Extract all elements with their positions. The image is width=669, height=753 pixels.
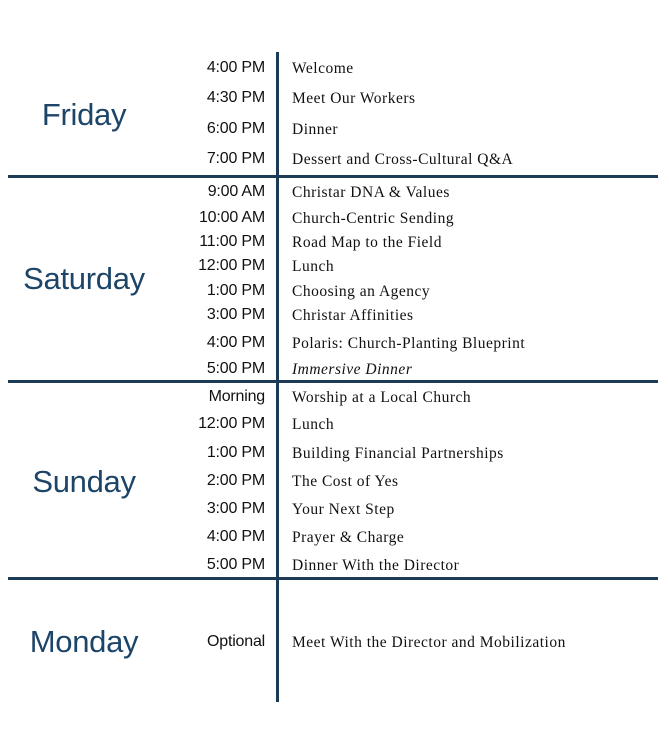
session-time: 5:00 PM <box>206 556 265 573</box>
day-divider <box>8 380 658 383</box>
session-event: Prayer & Charge <box>292 529 405 546</box>
session-event: Worship at a Local Church <box>292 389 472 406</box>
session-event: Dessert and Cross-Cultural Q&A <box>292 151 514 168</box>
session-time: 6:00 PM <box>206 120 265 137</box>
day-label-sunday: Sunday <box>32 464 136 499</box>
session-time: 7:00 PM <box>206 150 265 167</box>
session-time: Morning <box>208 388 265 405</box>
session-event: Lunch <box>292 416 335 433</box>
session-time: 10:00 AM <box>198 209 265 226</box>
session-time: 11:00 PM <box>199 233 265 250</box>
day-divider <box>8 577 658 580</box>
session-event: Church-Centric Sending <box>292 210 455 227</box>
session-event: Your Next Step <box>292 501 395 518</box>
session-time: 12:00 PM <box>198 257 265 274</box>
session-time: Optional <box>207 633 265 650</box>
session-time: 12:00 PM <box>198 415 265 432</box>
session-event: Choosing an Agency <box>292 283 431 300</box>
session-time: 1:00 PM <box>206 282 265 299</box>
session-event: Welcome <box>292 60 354 77</box>
session-event: Building Financial Partnerships <box>292 445 504 462</box>
session-event: Christar Affinities <box>292 307 414 324</box>
session-event: Meet Our Workers <box>292 90 416 107</box>
vertical-divider <box>276 52 279 702</box>
session-event: Road Map to the Field <box>292 234 442 251</box>
session-time: 3:00 PM <box>206 500 265 517</box>
session-event: Dinner <box>292 121 339 138</box>
session-time: 9:00 AM <box>207 183 265 200</box>
session-time: 2:00 PM <box>206 472 265 489</box>
session-event: Meet With the Director and Mobilization <box>292 634 566 651</box>
session-time: 4:30 PM <box>206 89 265 106</box>
day-label-friday: Friday <box>41 97 127 132</box>
session-event: Immersive Dinner <box>292 361 413 378</box>
session-time: 5:00 PM <box>206 360 265 377</box>
day-divider <box>8 175 658 178</box>
session-event: Christar DNA & Values <box>292 184 450 201</box>
session-time: 4:00 PM <box>206 334 265 351</box>
day-label-monday: Monday <box>29 624 139 659</box>
session-time: 3:00 PM <box>206 306 265 323</box>
session-event: The Cost of Yes <box>292 473 399 490</box>
day-label-saturday: Saturday <box>23 261 145 296</box>
session-event: Lunch <box>292 258 335 275</box>
session-time: 1:00 PM <box>206 444 265 461</box>
session-time: 4:00 PM <box>206 528 265 545</box>
session-event: Dinner With the Director <box>292 557 460 574</box>
session-event: Polaris: Church-Planting Blueprint <box>292 335 526 352</box>
session-time: 4:00 PM <box>206 59 265 76</box>
